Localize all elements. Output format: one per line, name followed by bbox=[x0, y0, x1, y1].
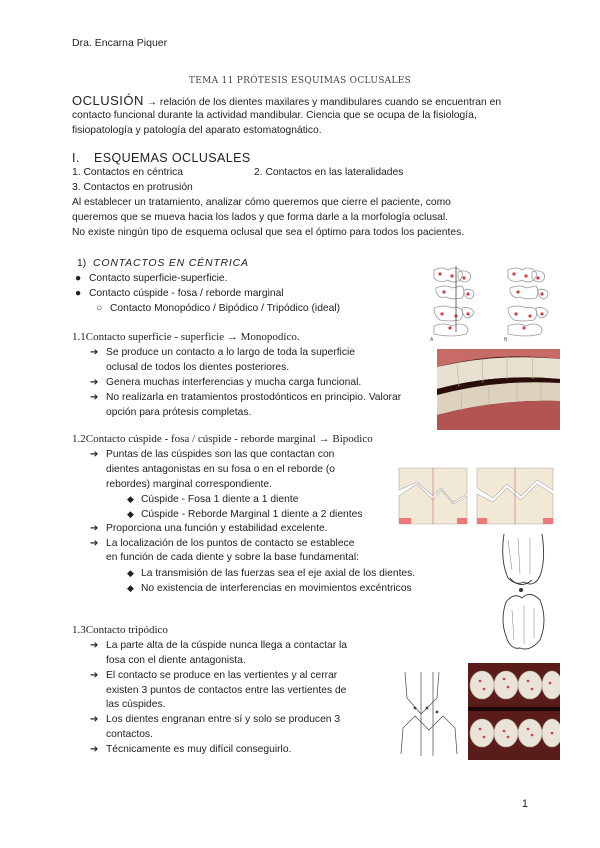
arrow-item bbox=[90, 743, 291, 758]
diamond-text: La transmisión de las fuerzas sea el eje axial de los dientes. bbox=[141, 568, 416, 579]
arrow-item-cont: oclusal de todos los dientes posteriores. bbox=[106, 362, 290, 373]
arrow-text: Proporciona una función y estabilidad excelente. bbox=[106, 523, 328, 534]
arrow-item-cont: dientes antagonistas en su fosa o en el reborde (o bbox=[106, 464, 335, 475]
figure-label-b: B bbox=[504, 337, 508, 342]
arrow-text: No realizarla en tratamientos prostodónticos en principio. Valorar bbox=[106, 392, 402, 403]
arrow-item bbox=[90, 346, 355, 361]
diamond-item bbox=[127, 507, 363, 523]
paragraph-line: Al establecer un tratamiento, analizar cómo queremos que cierre el paciente, como bbox=[72, 197, 451, 208]
arrow-right-icon: ➔ bbox=[90, 523, 99, 534]
arrow-item bbox=[90, 537, 354, 552]
circle-bullet-icon: ○ bbox=[96, 303, 103, 314]
arrow-right-icon: ➔ bbox=[90, 538, 99, 549]
arrow-right-icon: ➔ bbox=[90, 392, 99, 403]
bullet-item bbox=[75, 287, 284, 302]
paragraph-line: queremos que se mueva hacia los lados y que forma darle a la morfología oclusal. bbox=[72, 212, 449, 223]
occlusal-contact-diagram bbox=[428, 262, 556, 342]
arrow-right-icon: ➔ bbox=[90, 377, 99, 388]
arrow-right-icon: ➔ bbox=[90, 714, 99, 725]
diamond-bullet-icon: ◆ bbox=[127, 509, 134, 519]
tripodic-contact-teeth-photo bbox=[468, 663, 560, 760]
diamond-bullet-icon: ◆ bbox=[127, 583, 134, 593]
sub-bullet-item bbox=[96, 302, 340, 317]
arrow-right-icon: ➔ bbox=[90, 449, 99, 460]
diamond-bullet-icon: ◆ bbox=[127, 568, 134, 578]
bullet-text: Contacto superficie-superficie. bbox=[89, 273, 228, 284]
subsection-heading bbox=[77, 256, 249, 272]
intro-line-3: fisiopatología y patología del aparato estomatognático. bbox=[72, 125, 322, 136]
tripodic-contact-line-diagram bbox=[393, 668, 465, 760]
arrow-text: La localización de los puntos de contacto se establece bbox=[106, 538, 355, 549]
diamond-item bbox=[127, 492, 298, 508]
figure-label-a: A bbox=[430, 337, 434, 342]
arrow-text: Genera muchas interferencias y mucha carga funcional. bbox=[106, 377, 362, 388]
subsection-1-3-heading: 1.3Contacto tripódico bbox=[72, 624, 168, 636]
arrow-text: La parte alta de la cúspide nunca llega a contactar la bbox=[106, 640, 347, 651]
subsection-1-2-heading: 1.2Contacto cúspide - fosa / cúspide - reborde marginal → Bipodico bbox=[72, 433, 373, 445]
arrow-right-icon: ➔ bbox=[90, 347, 99, 358]
arrow-text: Puntas de las cúspides son las que contactan con bbox=[106, 449, 335, 460]
paragraph-line: No existe ningún tipo de esquema oclusal que sea el óptimo para todos los pacientes. bbox=[72, 227, 465, 238]
subsection-1-1-heading: 1.1Contacto superficie - superficie → Monopodico. bbox=[72, 331, 300, 343]
arrow-item-cont: contactos. bbox=[106, 729, 153, 740]
arrow-item bbox=[90, 713, 340, 728]
arrow-text: Técnicamente es muy difícil conseguirlo. bbox=[106, 744, 292, 755]
section-number: I. bbox=[72, 151, 80, 165]
arrow-item bbox=[90, 391, 401, 406]
teeth-occlusion-photo bbox=[437, 349, 560, 430]
page-title: TEMA 11 PRÓTESIS ESQUIMAS OCLUSALES bbox=[188, 76, 412, 86]
arrow-item-cont: en función de cada diente y sobre la base fundamental: bbox=[106, 552, 360, 563]
bullet-item bbox=[75, 272, 228, 287]
page-number: 1 bbox=[521, 798, 528, 810]
arrow-item bbox=[90, 376, 361, 391]
intro-line-2: contacto funcional durante la actividad mandibular. Ciencia que se ocupa de la fisiología, bbox=[72, 110, 477, 121]
section-title: ESQUEMAS OCLUSALES bbox=[94, 151, 251, 165]
arrow-item bbox=[90, 448, 334, 463]
arrow-text: Se produce un contacto a lo largo de toda la superficie bbox=[106, 347, 356, 358]
arrow-right-icon: ➔ bbox=[90, 670, 99, 681]
list-item-3: 3. Contactos en protrusión bbox=[72, 182, 193, 193]
arrow-item-cont: existen 3 puntos de contactos entre las vertientes de bbox=[106, 685, 347, 696]
arrow-item bbox=[90, 522, 328, 537]
bullet-icon: ● bbox=[75, 288, 82, 299]
arrow-item-cont: rebordes) marginal correspondiente. bbox=[106, 479, 272, 490]
diamond-item bbox=[127, 566, 415, 582]
arrow-item bbox=[90, 639, 347, 654]
arrow-text: Los dientes engranan entre sí y solo se producen 3 bbox=[106, 714, 341, 725]
arrow-right-icon: ➔ bbox=[90, 640, 99, 651]
oclusion-term: OCLUSIÓN bbox=[72, 93, 144, 108]
intro-definition-1: → relación de los dientes maxilares y mandibulares cuando se encuentran en bbox=[143, 97, 502, 108]
cusp-fossa-diagram bbox=[397, 466, 555, 527]
arrow-item-cont: opción para prótesis completas. bbox=[106, 407, 252, 418]
document-header-author: Dra. Encarna Piquer bbox=[72, 37, 168, 49]
bullet-text: Contacto Monopódico / Bipódico / Tripódico (ideal) bbox=[110, 303, 341, 314]
subsection-title: CONTACTOS EN CÉNTRICA bbox=[93, 257, 249, 269]
diamond-text: No existencia de interferencias en movimientos excéntricos bbox=[141, 583, 412, 594]
bullet-icon: ● bbox=[75, 273, 82, 284]
list-item-1: 1. Contactos en céntrica bbox=[72, 167, 184, 178]
arrow-right-icon: ➔ bbox=[90, 744, 99, 755]
arrow-item-cont: las cúspides. bbox=[106, 699, 166, 710]
diamond-text: Cúspide - Reborde Marginal 1 diente a 2 dientes bbox=[141, 509, 363, 520]
diamond-item bbox=[127, 581, 412, 597]
bullet-text: Contacto cúspide - fosa / reborde marginal bbox=[89, 288, 284, 299]
section-heading bbox=[72, 151, 251, 165]
diamond-bullet-icon: ◆ bbox=[127, 494, 134, 504]
diamond-text: Cúspide - Fosa 1 diente a 1 diente bbox=[141, 494, 299, 505]
subsection-number: 1) bbox=[77, 258, 87, 269]
list-item-2: 2. Contactos en las lateralidades bbox=[254, 167, 404, 178]
tooth-cross-section-illustration bbox=[490, 530, 552, 654]
arrow-item bbox=[90, 669, 337, 684]
arrow-item-cont: fosa con el diente antagonista. bbox=[106, 655, 246, 666]
arrow-text: El contacto se produce en las vertientes y al cerrar bbox=[106, 670, 338, 681]
